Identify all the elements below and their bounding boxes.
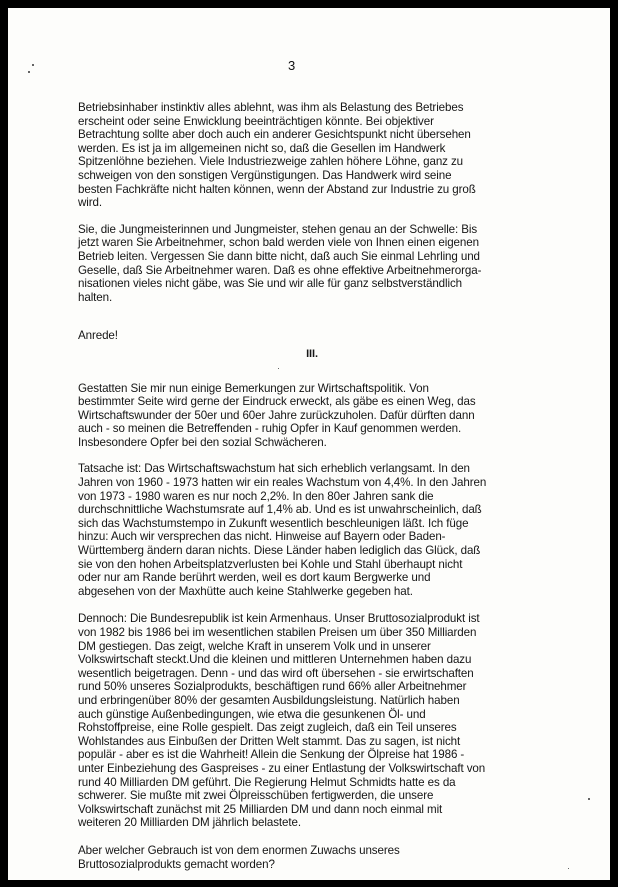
paragraph-economic-policy: Gestatten Sie mir nun einige Bemerkungen zur Wirtschaftspolitik. Von bestimmter Seite wird gerne der Eindruck erweckt, als gäbe es einen Weg, das Wirtschaftswunder der 50er und 60er Jahre zurückzuholen. Dafür dürften dann auch - so meinen die Betreffenden - ruhig Opfer in Kauf genommen werden. Insbesondere Opfer bei den sozial Schwächeren.: [78, 381, 476, 449]
paragraph-growth-facts: Tatsache ist: Das Wirtschaftswachstum hat sich erheblich verlangsamt. In den Jahren von 1960 - 1973 hatten wir ein reales Wachstum von 4,4%. In den Jahren von 1973 - 1980 waren es nur noch 2,2%. In den 80er Jahren sank die durchschnittliche Wachstumsrate auf 1,4% ab. Und es ist unwahrscheinlich, daß sich das Wachstumstempo in Zukunft wesentlich beschleunigen läßt. Ich füge hinzu: Auch wir versprechen das nicht. Hinweise auf Bayern oder Baden- Württemberg ändern daran nichts. Diese Länder haben lediglich das Glück, daß sie von den hohen Arbeitsplatzverlusten bei Kohle und Stahl überhaupt nicht oder nur am Rande berührt werden, weil es dort kaum Bergwerke und abgesehen von der Maxhütte auch keine Stahlwerke gegeben hat.: [78, 462, 487, 598]
paragraph-young-masters: Sie, die Jungmeisterinnen und Jungmeister, stehen genau an der Schwelle: Bis jetzt waren Sie Arbeitnehmer, schon bald werden viele von Ihnen einen eigenen Betrieb leiten. Vergessen Sie dann bitte nicht, daß auch Sie einmal Lehrling und Geselle, daß Sie Arbeitnehmer waren. Daß es ohne effektive Arbeitnehmerorga- nisationen vieles nicht gäbe, was Sie und wir alle für ganz selbstverständlich halten.: [78, 222, 482, 304]
document-page: [8, 8, 610, 880]
salutation: Anrede!: [78, 329, 118, 343]
page-number: 3: [288, 58, 296, 73]
document-body: [78, 101, 526, 871]
paragraph-closing-question: Aber welcher Gebrauch ist von dem enormen Zuwachs unseres Bruttosozialprodukts gemacht worden?: [78, 843, 400, 871]
section-heading: III.: [306, 347, 318, 360]
paragraph-craft-wages: Betriebsinhaber instinktiv alles ablehnt, was ihm als Belastung des Betriebes erscheint oder seine Enwicklung beeinträchtigen könnte. Bei objektiver Betrachtung sollte aber doch auch ein anderer Gesichtspunkt nicht übersehen werden. Es ist ja im allgemeinen nicht so, daß die Gesellen im Handwerk Spitzenlöhne beziehen. Viele Industriezweige zahlen höhere Löhne, ganz zu schweigen von den sonstigen Vergünstigungen. Das Handwerk wird seine besten Fachkräfte nicht halten können, wenn der Abstand zur Industrie zu groß wird.: [78, 101, 476, 210]
paragraph-gnp-growth: Dennoch: Die Bundesrepublik ist kein Armenhaus. Unser Bruttosozialprodukt ist von 1982 bis 1986 bei im wesentlichen stabilen Preisen um über 350 Milliarden DM gestiegen. Das zeigt, welche Kraft in unserem Volk und in unserer Volkswirtschaft steckt.Und die kleinen und mittleren Unternehmen haben dazu wesentlich beigetragen. Denn - und das wird oft übersehen - sie erwirtschaften rund 50% unseres Sozialprodukts, beschäftigen rund 66% aller Arbeitnehmer und erbringenüber 80% der gesamten Ausbildungsleistung. Natürlich haben auch günstige Außenbedingungen, wie etwa die gesunkenen Öl- und Rohstoffpreise, eine Rolle gespielt. Das zeigt zugleich, daß ein Teil unseres Wohlstandes aus Einbußen der Dritten Welt stammt. Das zu sagen, ist nicht populär - aber es ist die Wahrheit! Allein die Senkung der Ölpreise hat 1986 - unter Einbeziehung des Gaspreises - zu einer Entlastung der Volkswirtschaft von rund 40 Milliarden DM geführt. Die Regierung Helmut Schmidts hatte es da schwerer. Sie mußte mit zwei Ölpreisschüben fertigwerden, die unsere Volkswirtschaft zunächst mit 25 Milliarden DM und dann noch einmal mit weiteren 20 Milliarden DM jährlich belastete.: [78, 612, 486, 830]
